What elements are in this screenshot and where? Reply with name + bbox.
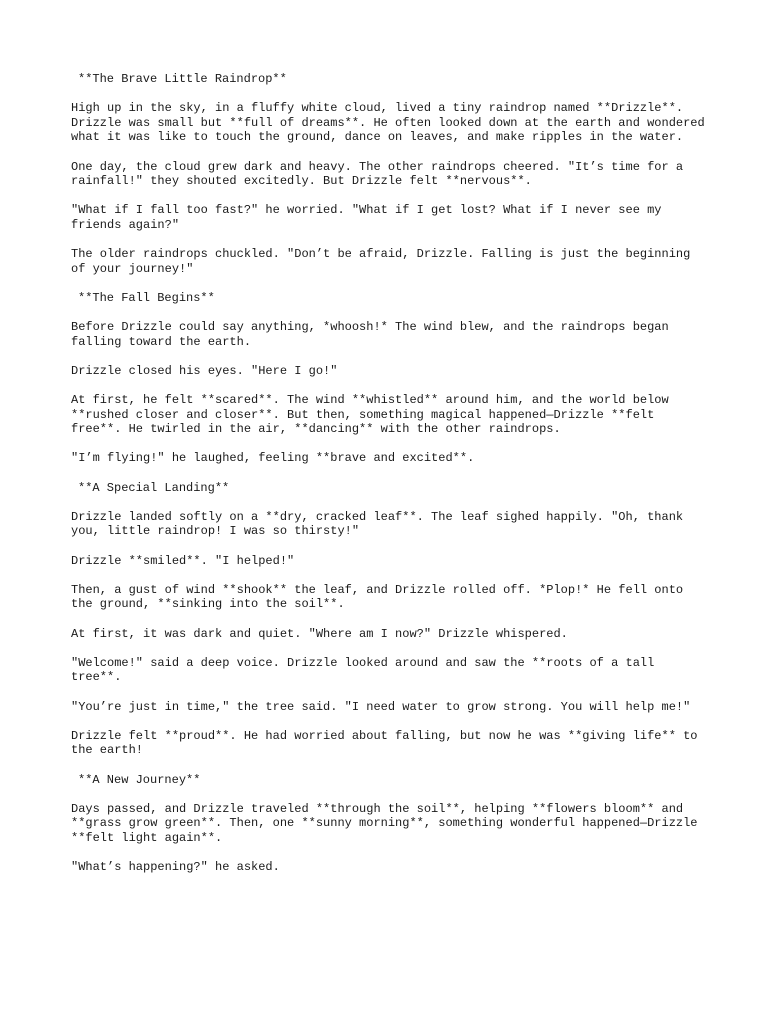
- story-title: **The Brave Little Raindrop**: [78, 72, 287, 86]
- paragraph: One day, the cloud grew dark and heavy. The other raindrops cheered. "It’s time for a rainfall!" they shouted excitedly. But Drizzle felt **nervous**.: [71, 159, 691, 189]
- paragraph: High up in the sky, in a fluffy white cloud, lived a tiny raindrop named **Drizzle**. Drizzle was small but **full of dreams**. He often looked down at the earth and wondered what it was like to touch the ground, dance on leaves, and make ripples in the water.: [71, 101, 712, 145]
- paragraph: Drizzle felt **proud**. He had worried about falling, but now he was **giving life** to the earth!: [71, 728, 705, 758]
- section-heading: **A New Journey**: [78, 772, 201, 787]
- paragraph: "What if I fall too fast?" he worried. "What if I get lost? What if I never see my friends again?": [71, 203, 669, 232]
- paragraph: At first, he felt **scared**. The wind **whistled** around him, and the world below **rushed closer and closer**. But then, something magical happened—Drizzle **felt free**. He twirled in the air, **dancing** with the other raindrops.: [71, 393, 676, 437]
- paragraph: Drizzle landed softly on a **dry, cracked leaf**. The leaf sighed happily. "Oh, thank you, little raindrop! I was so thirsty!": [71, 509, 691, 539]
- story-body: [71, 72, 711, 889]
- section-heading: **The Fall Begins**: [78, 290, 215, 305]
- paragraph: At first, it was dark and quiet. "Where am I now?" Drizzle whispered.: [71, 626, 568, 641]
- paragraph: Drizzle closed his eyes. "Here I go!": [71, 363, 338, 378]
- paragraph: Before Drizzle could say anything, *whoosh!* The wind blew, and the raindrops began falling toward the earth.: [71, 320, 676, 349]
- paragraph: The older raindrops chuckled. "Don’t be afraid, Drizzle. Falling is just the beginning of your journey!": [71, 247, 698, 276]
- paragraph: "You’re just in time," the tree said. "I need water to grow strong. You will help me!": [71, 699, 691, 714]
- paragraph: "I’m flying!" he laughed, feeling **brave and excited**.: [71, 451, 475, 466]
- section-heading: **A Special Landing**: [78, 480, 230, 495]
- paragraph: Drizzle **smiled**. "I helped!": [71, 553, 295, 568]
- paragraph: "What’s happening?" he asked.: [71, 860, 280, 875]
- paragraph: "Welcome!" said a deep voice. Drizzle looked around and saw the **roots of a tall tree**.: [71, 655, 662, 685]
- paragraph: Then, a gust of wind **shook** the leaf, and Drizzle rolled off. *Plop!* He fell onto the ground, **sinking into the soil**.: [71, 582, 691, 612]
- paragraph: Days passed, and Drizzle traveled **through the soil**, helping **flowers bloom** and **grass grow green**. Then, one **sunny morning**, something wonderful happened—Drizzle **felt light again**.: [71, 801, 705, 845]
